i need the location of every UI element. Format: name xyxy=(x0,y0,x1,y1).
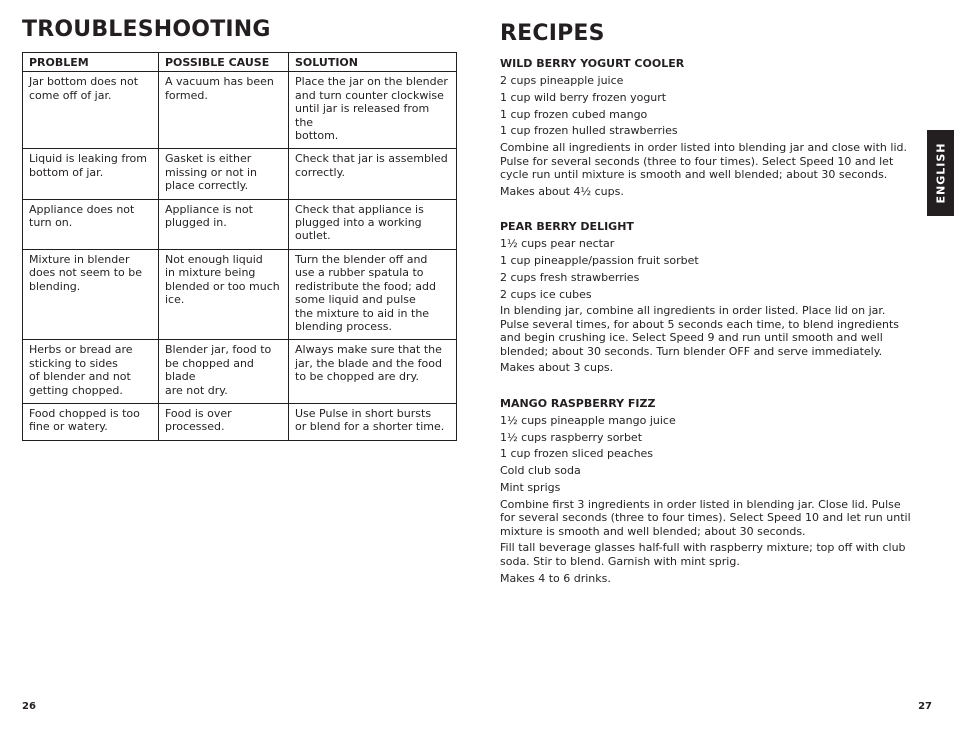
troubleshooting-table xyxy=(22,52,457,441)
language-tab-label: ENGLISH xyxy=(934,142,947,204)
recipe-step: In blending jar, combine all ingredients in order listed. Place lid on jar. Pulse several times, for about 5 seconds each time, to blend ingredients and begin crushing ice. Select Speed 9 and run until smooth and well blended; about 30 seconds. Turn blender OFF and serve immediately. xyxy=(500,304,899,358)
table-row xyxy=(23,72,457,149)
recipe-step: Combine all ingredients in order listed into blending jar and close with lid. Pulse for several seconds (three to four times). Select Speed 10 and let cycle run until mixture is smooth and well blended; about 30 seconds. xyxy=(500,141,907,181)
ingredient: 1 cup frozen sliced peaches xyxy=(500,447,654,461)
recipe-title: PEAR BERRY DELIGHT xyxy=(500,220,634,234)
troubleshooting-title: TROUBLESHOOTING xyxy=(22,17,271,42)
solution-cell: Check that appliance is plugged into a working outlet. xyxy=(289,199,457,249)
table-row xyxy=(23,149,457,199)
ingredient: 1½ cups raspberry sorbet xyxy=(500,430,643,444)
recipe-wild-berry-yogurt-cooler xyxy=(500,57,912,198)
recipe-step: Combine first 3 ingredients in order listed in blending jar. Close lid. Pulse for several seconds (three to four times). Select Speed 10 and let run until mixture is smooth and well blended; about 30 seconds. xyxy=(500,497,911,538)
recipe-yield: Makes 4 to 6 drinks. xyxy=(500,571,611,585)
recipe-yield: Makes about 3 cups. xyxy=(500,361,614,375)
ingredient: 1½ cups pear nectar xyxy=(500,237,615,251)
ingredient: 1 cup frozen cubed mango xyxy=(500,107,648,121)
cause-cell: Appliance is not plugged in. xyxy=(159,199,289,249)
solution-cell: Check that jar is assembled correctly. xyxy=(289,149,457,199)
troubleshooting-page xyxy=(22,16,456,441)
language-tab xyxy=(927,130,954,216)
ingredient: 1 cup pineapple/passion fruit sorbet xyxy=(500,254,699,267)
problem-cell: Herbs or bread are sticking to sides of blender and not getting chopped. xyxy=(23,340,159,404)
ingredient: 1 cup wild berry frozen yogurt xyxy=(500,90,667,104)
table-row xyxy=(23,403,457,440)
ingredient: 1 cup frozen hulled strawberries xyxy=(500,124,678,138)
page-number-right: 27 xyxy=(918,701,932,712)
cause-cell: Not enough liquid in mixture being blended or too much ice. xyxy=(159,249,289,339)
solution-cell: Place the jar on the blender and turn counter clockwise until jar is released from the bottom. xyxy=(289,72,457,149)
table-row xyxy=(23,340,457,404)
recipe-title: MANGO RASPBERRY FIZZ xyxy=(500,396,656,410)
problem-cell: Mixture in blender does not seem to be blending. xyxy=(23,249,159,339)
ingredient: 2 cups fresh strawberries xyxy=(500,270,640,284)
recipe-pear-berry-delight xyxy=(500,220,912,375)
ingredient: 2 cups pineapple juice xyxy=(500,74,624,87)
cause-cell: A vacuum has been formed. xyxy=(159,72,289,149)
page-number-left: 26 xyxy=(22,701,36,712)
problem-cell: Jar bottom does not come off of jar. xyxy=(23,72,159,149)
cause-cell: Blender jar, food to be chopped and blade are not dry. xyxy=(159,340,289,404)
solution-cell: Use Pulse in short bursts or blend for a shorter time. xyxy=(289,403,457,440)
recipe-mango-raspberry-fizz xyxy=(500,397,912,585)
recipes-page xyxy=(500,20,912,607)
recipe-step: Fill tall beverage glasses half-full with raspberry mixture; top off with club soda. Stir to blend. Garnish with mint sprig. xyxy=(500,541,906,568)
recipe-title: WILD BERRY YOGURT COOLER xyxy=(500,57,685,70)
table-row xyxy=(23,249,457,339)
ingredient: Cold club soda xyxy=(500,464,581,478)
solution-cell: Turn the blender off and use a rubber spatula to redistribute the food; add some liquid and pulse the mixture to aid in the blending process. xyxy=(289,249,457,339)
cause-cell: Food is over processed. xyxy=(159,403,289,440)
problem-cell: Liquid is leaking from bottom of jar. xyxy=(23,149,159,199)
problem-cell: Appliance does not turn on. xyxy=(23,199,159,249)
recipe-yield: Makes about 4½ cups. xyxy=(500,184,624,198)
table-header-row xyxy=(23,53,457,72)
ingredient: 2 cups ice cubes xyxy=(500,287,592,301)
problem-cell: Food chopped is too fine or watery. xyxy=(23,403,159,440)
solution-cell: Always make sure that the jar, the blade and the food to be chopped are dry. xyxy=(289,340,457,404)
table-row xyxy=(23,199,457,249)
recipes-title: RECIPES xyxy=(500,21,605,46)
ingredient: 1½ cups pineapple mango juice xyxy=(500,413,676,427)
header-solution: SOLUTION xyxy=(289,53,457,72)
header-possible-cause: POSSIBLE CAUSE xyxy=(159,53,289,72)
header-problem: PROBLEM xyxy=(23,53,159,72)
ingredient: Mint sprigs xyxy=(500,481,561,494)
cause-cell: Gasket is either missing or not in place correctly. xyxy=(159,149,289,199)
